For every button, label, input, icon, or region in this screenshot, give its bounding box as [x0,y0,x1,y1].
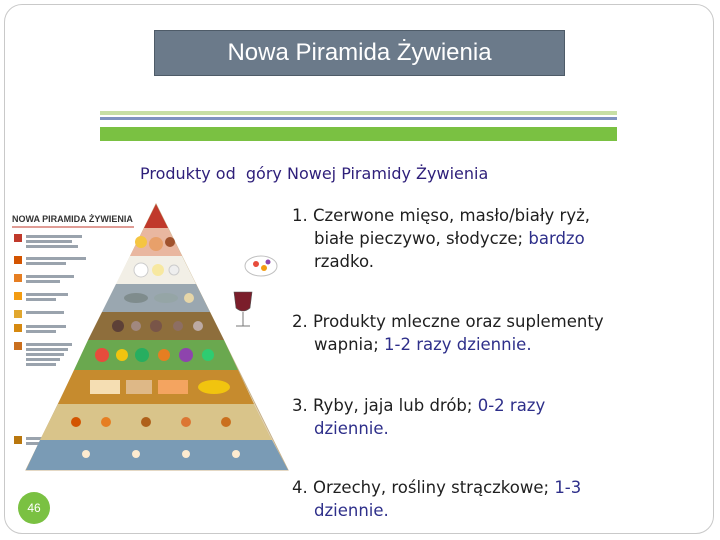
item-cont [292,333,604,356]
item-lead [292,396,545,415]
item-highlight: 0-2 razy [477,396,546,415]
page-number-badge [18,492,50,524]
page-number: 46 [27,501,41,515]
item-cont [292,227,590,250]
decor-bar-blue [100,117,617,120]
list-item [292,394,545,440]
list-item [292,204,590,273]
item-cont-text: wapnia; [314,335,385,354]
item-cont2: dziennie. [314,419,389,438]
item-highlight: bardzo [528,229,585,248]
list-item [292,310,604,356]
list-item [292,476,581,522]
slide-title: Nowa Piramida Żywienia [227,39,492,66]
title-box [154,30,565,76]
item-lead: 1. Czerwone mięso, masło/biały ryż, [292,206,590,225]
item-lead [292,478,581,497]
item-lead-text: 4. Orzechy, rośliny strączkowe; [292,478,555,497]
decor-bar-light [100,111,617,115]
pyramid-heading: NOWA PIRAMIDA ŻYWIENIA [12,214,133,224]
food-pyramid-image [6,198,292,472]
slide-subtitle: Produkty od góry Nowej Piramidy Żywienia [140,164,489,183]
item-cont2: dziennie. [314,501,389,520]
item-cont2: rzadko. [314,252,375,271]
item-cont-text: białe pieczywo, słodycze; [314,229,529,248]
item-highlight: 1-3 [554,478,582,497]
item-highlight: 1-2 razy dziennie. [384,335,532,354]
decor-bar-green [100,127,617,141]
item-lead: 2. Produkty mleczne oraz suplementy [292,312,604,331]
item-lead-text: 3. Ryby, jaja lub drób; [292,396,478,415]
